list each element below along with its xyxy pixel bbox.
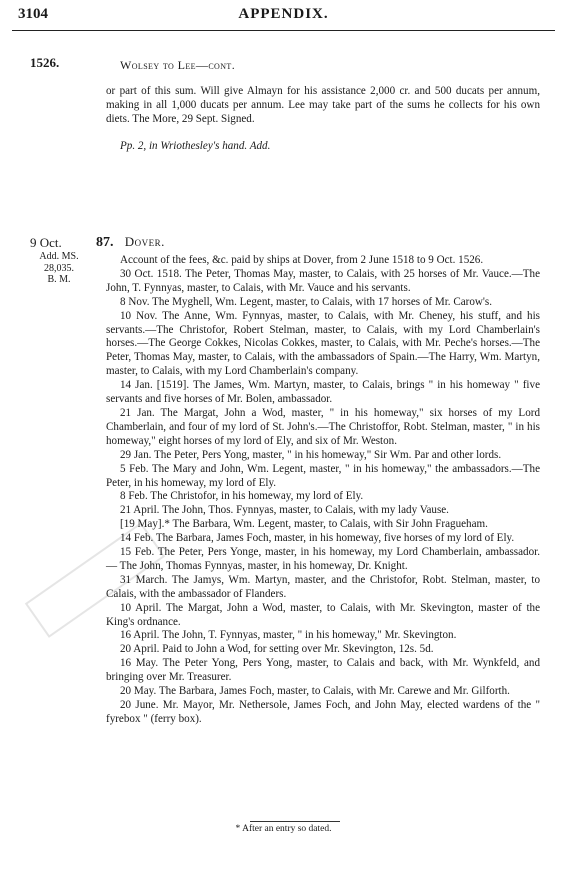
section-title: APPENDIX.: [238, 6, 329, 22]
entry-item: [19 May].* The Barbara, Wm. Legent, master, to Calais, with Sir John Fragueham.: [120, 518, 488, 531]
entry-item: 15 Feb. The Peter, Pers Yonge, master, in his homeway, my Lord Chamberlain, ambassador. — The John, Thomas Fynnyas, master, in his homeway, Dr. Knight.: [106, 546, 540, 572]
source-line: 28,035.: [44, 262, 74, 274]
entry-item: 5 Feb. The Mary and John, Wm. Legent, master, " in his homeway," the ambassadors.—The Peter, in his homeway, my lord of Ely.: [106, 462, 540, 489]
entry-item: 10 Nov. The Anne, Wm. Fynnyas, master, to Calais, with Mr. Cheney, his stuff, and his servants.—The Christofor, Robert Stelman, master, to Calais, with my Lord Chamberlain's horses.—The George Cokkes, Nicolas Cokkes, master, to Calais, with Mr. Peche's horses.—The Peter, Thomas May, master, to Calais, with the ambassadors of Spain.—The Harry, Wm. Martyn, master, to Calais, with my Lord Chamberlain's company.: [106, 309, 540, 378]
continuation-note: Pp. 2, in Wriothesley's hand. Add.: [120, 140, 271, 152]
entry-item: 14 Feb. The Barbara, James Foch, master, in his homeway, five horses of my lord of Ely.: [120, 532, 515, 545]
entry-place: Dover.: [124, 234, 165, 249]
footnote: * After an entry so dated.: [235, 824, 332, 834]
entry-intro: Account of the fees, &c. paid by ships at Dover, from 2 June 1518 to 9 Oct. 1526.: [120, 254, 484, 266]
header-rule: [12, 30, 555, 31]
entry-body: [106, 254, 540, 727]
page-number: 3104: [18, 6, 48, 22]
margin-source: [30, 251, 88, 286]
entry-item: 20 April. Paid to John a Wod, for setting over Mr. Skevington, 12s. 5d.: [120, 643, 434, 656]
entry-item: 16 May. The Peter Yong, Pers Yong, master, to Calais and back, with Mr. Wynkfeld, and bringing over Mr. Treasurer.: [106, 657, 540, 684]
page-header: [12, 2, 555, 32]
entry-item: 30 Oct. 1518. The Peter, Thomas May, master, to Calais, with 25 horses of Mr. Vauce.—The John, T. Fynnyas, master, to Calais, with Mr. Vauce and his servants.: [106, 267, 540, 294]
entry-item: 29 Jan. The Peter, Pers Yong, master, " in his homeway," Sir Wm. Par and other lords.: [120, 448, 502, 461]
entry-item: 31 March. The Jamys, Wm. Martyn, master, and the Christofor, Robt. Stelman, master, to Calais, with the ambassador of Flanders.: [106, 573, 540, 600]
entry-item: 20 June. Mr. Mayor, Mr. Nethersole, James Foch, and John May, elected wardens of the " fyrebox " (ferry box).: [106, 699, 540, 725]
entry-item: 14 Jan. [1519]. The James, Wm. Martyn, master, to Calais, brings " in his homeway " five servants and five horses of Mr. Bolen, ambassador.: [106, 379, 540, 406]
footnote-rule: [250, 821, 340, 822]
source-line: Add. MS.: [39, 251, 79, 262]
margin-year: 1526.: [30, 55, 60, 70]
margin-entry-date: 9 Oct.: [30, 235, 62, 250]
entry-item: 16 April. The John, T. Fynnyas, master, " in his homeway," Mr. Skevington.: [120, 629, 457, 642]
entry-heading: [96, 234, 165, 251]
entry-item: 21 April. The John, Thos. Fynnyas, master, to Calais, with my lady Vause.: [120, 504, 449, 517]
entry-item: 8 Feb. The Christofor, in his homeway, my lord of Ely.: [120, 490, 364, 503]
source-line: B. M.: [47, 274, 71, 285]
continuation-text: or part of this sum. Will give Almayn for his assistance 2,000 cr. and 500 ducats per annum, making in all 1,000 ducats per annum. Lee may take part of the sums he collects for his own diets. The More, 29 Sept. Signed.: [106, 85, 540, 125]
entry-item: 10 April. The Margat, John a Wod, master, to Calais, with Mr. Skevington, master of the King's ordnance.: [106, 601, 540, 628]
continuation-paragraph: [106, 85, 540, 127]
entry-item: 21 Jan. The Margat, John a Wod, master, " in his homeway," six horses of my Lord Chamberlain, and four of my lord of St. John's.—The Christoffor, Robt. Stelman, master, " in his homeway," eight horses of my lord of Ely, and six of Mr. Weston.: [106, 406, 540, 447]
entry-number: 87.: [96, 235, 114, 250]
continuation-title: Wolsey to Lee—cont.: [120, 58, 236, 72]
entry-item: 20 May. The Barbara, James Foch, master, to Calais, with Mr. Carewe and Mr. Gilforth.: [120, 685, 510, 698]
entry-item: 8 Nov. The Myghell, Wm. Legent, master, to Calais, with 17 horses of Mr. Carow's.: [120, 295, 493, 308]
